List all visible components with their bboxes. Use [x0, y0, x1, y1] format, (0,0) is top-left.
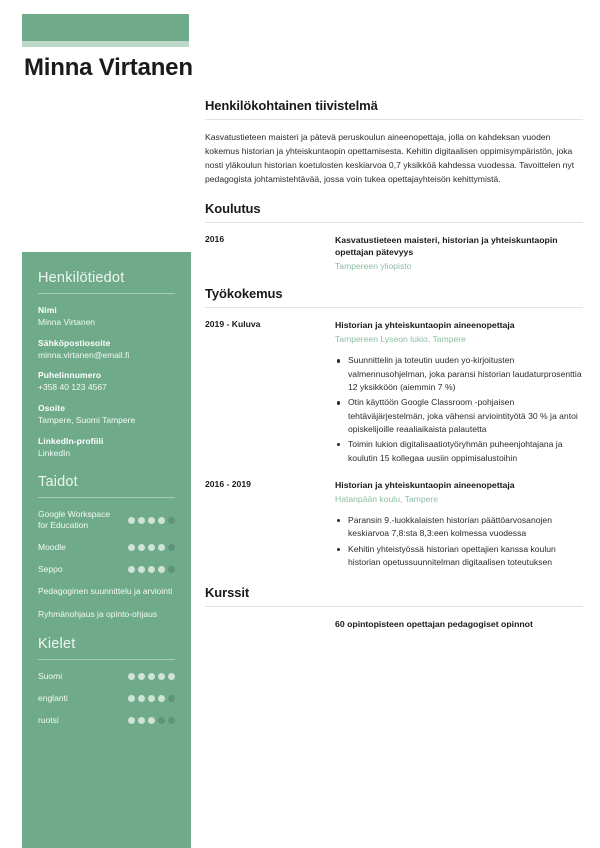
language-item: [38, 671, 175, 682]
personal-field-value: minna.virtanen@email.fi: [38, 349, 130, 360]
courses-title: Kurssit: [205, 585, 250, 601]
skill-item: [38, 509, 175, 531]
experience-title: Työkokemus: [205, 286, 283, 302]
rating-dot: [168, 695, 175, 702]
rating-dot: [168, 517, 175, 524]
entry-organization: Tampereen Lyseon lukio, Tampere: [335, 333, 466, 344]
header-accent-bar-light: [22, 41, 189, 47]
summary-divider: [205, 119, 583, 120]
rating-dot: [138, 695, 145, 702]
education-title: Koulutus: [205, 200, 261, 216]
entry-row: [205, 234, 583, 273]
language-item-rating: [128, 695, 175, 702]
sidebar-languages-divider: [38, 659, 175, 660]
rating-dot: [148, 566, 155, 573]
language-item-label: englanti: [38, 693, 68, 704]
personal-field-value: LinkedIn: [38, 447, 71, 458]
rating-dot: [128, 517, 135, 524]
skill-item-label: Seppo: [38, 564, 63, 575]
skill-item-rating: [128, 544, 175, 551]
section-summary: [205, 98, 583, 187]
rating-dot: [158, 695, 165, 702]
rating-dot: [168, 673, 175, 680]
sidebar: [22, 252, 191, 848]
experience-divider: [205, 307, 583, 308]
sidebar-section-personal: [38, 270, 175, 458]
rating-dot: [158, 717, 165, 724]
entry-bullet: Kehitin yhteistyössä historian opettajien kanssa koulun historian opetussuunnitelman digitaalisen toteutuksen: [335, 543, 583, 570]
rating-dot: [168, 566, 175, 573]
entry-body: [335, 234, 583, 273]
rating-dot: [128, 673, 135, 680]
entry-bullet-list: [335, 354, 583, 465]
skill-item: [38, 542, 175, 553]
skill-item-rating: [128, 517, 175, 524]
sidebar-languages-title: Kielet: [38, 636, 76, 653]
skill-item-rating: [128, 566, 175, 573]
personal-field: [38, 403, 175, 426]
personal-field-label: Osoite: [38, 402, 66, 413]
entry-bullet: Toimin lukion digitalisaatiotyöryhmän puheenjohtajana ja koulutin 15 kollegaa uusiin oppimisalustoihin: [335, 438, 583, 465]
personal-field-label: LinkedIn-profiili: [38, 435, 104, 446]
entry-body: [335, 479, 583, 571]
entry-bullet: Suunnittelin ja toteutin uuden yo-kirjoitusten valmennusohjelman, joka paransi historian laudaturprosenttia 12 yksikköön (aiemmin 7 %): [335, 354, 583, 394]
rating-dot: [138, 673, 145, 680]
sidebar-skills-title: Taidot: [38, 474, 78, 491]
rating-dot: [138, 566, 145, 573]
rating-dot: [128, 544, 135, 551]
rating-dot: [148, 717, 155, 724]
skill-item-label: Ryhmänohjaus ja opinto-ohjaus: [38, 608, 158, 619]
personal-field-label: Sähköpostiosoite: [38, 337, 111, 348]
rating-dot: [148, 673, 155, 680]
skill-item-label: Pedagoginen suunnittelu ja arviointi: [38, 586, 173, 597]
entry-row: [205, 479, 583, 571]
entry-title: Historian ja yhteiskuntaopin aineenopettaja: [335, 320, 515, 331]
skill-item-label: Google Workspace for Education: [38, 509, 111, 531]
entry-bullet: Otin käyttöön Google Classroom -pohjaisen tehtäväjärjestelmän, joka vähensi arviointityötä 30 % ja antoi opiskelijoille reaaliaikaista palautetta: [335, 396, 583, 436]
entry-organization: Hatanpään koulu, Tampere: [335, 493, 439, 504]
entry-body: [335, 319, 583, 467]
rating-dot: [148, 695, 155, 702]
header-accent-bar: [22, 14, 189, 41]
language-item-rating: [128, 717, 175, 724]
rating-dot: [158, 673, 165, 680]
entry-title: Historian ja yhteiskuntaopin aineenopettaja: [335, 479, 515, 490]
personal-field-value: +358 40 123 4567: [38, 382, 107, 393]
main-content: [205, 98, 583, 645]
entry-date: 2019 - Kuluva: [205, 319, 261, 330]
language-item: [38, 715, 175, 726]
personal-field: [38, 338, 175, 361]
sidebar-skills-divider: [38, 497, 175, 498]
sidebar-personal-title: Henkilötiedot: [38, 270, 125, 286]
courses-divider: [205, 606, 583, 607]
language-item-label: Suomi: [38, 671, 63, 682]
rating-dot: [128, 695, 135, 702]
rating-dot: [148, 544, 155, 551]
page-title: Minna Virtanen: [24, 54, 193, 81]
sidebar-personal-divider: [38, 293, 175, 294]
personal-field: [38, 305, 175, 328]
section-education: [205, 201, 583, 273]
language-item-rating: [128, 673, 175, 680]
education-divider: [205, 222, 583, 223]
section-courses: [205, 585, 583, 631]
course-title: 60 opintopisteen opettajan pedagogiset opinnot: [335, 619, 533, 630]
entry-organization: Tampereen yliopisto: [335, 260, 412, 271]
rating-dot: [138, 544, 145, 551]
language-item-label: ruotsi: [38, 715, 59, 726]
entry-date: 2016: [205, 233, 225, 244]
rating-dot: [168, 544, 175, 551]
rating-dot: [148, 517, 155, 524]
personal-field: [38, 436, 175, 459]
rating-dot: [138, 717, 145, 724]
rating-dot: [128, 717, 135, 724]
skill-item-label: Moodle: [38, 542, 66, 553]
rating-dot: [128, 566, 135, 573]
rating-dot: [138, 517, 145, 524]
summary-title: Henkilökohtainen tiivistelmä: [205, 98, 378, 113]
rating-dot: [158, 566, 165, 573]
entry-bullet: Paransin 9.-luokkalaisten historian päättöarvosanojen keskiarvoa 7,8:sta 8,3:een kolmessa vuodessa: [335, 514, 583, 541]
entry-date: 2016 - 2019: [205, 478, 251, 489]
rating-dot: [158, 544, 165, 551]
course-row: [205, 618, 583, 631]
sidebar-section-languages: [38, 636, 175, 726]
language-item: [38, 693, 175, 704]
entry-title: Kasvatustieteen maisteri, historian ja yhteiskuntaopin opettajan pätevyys: [335, 234, 558, 258]
section-experience: [205, 286, 583, 571]
personal-field-value: Minna Virtanen: [38, 317, 96, 327]
personal-field: [38, 370, 175, 393]
sidebar-section-skills: [38, 474, 175, 620]
skill-item: [38, 564, 175, 575]
entry-row: [205, 319, 583, 467]
entry-bullet-list: [335, 514, 583, 569]
personal-field-label: Nimi: [38, 305, 57, 315]
rating-dot: [158, 517, 165, 524]
rating-dot: [168, 717, 175, 724]
summary-text: Kasvatustieteen maisteri ja pätevä peruskoulun aineenopettaja, jolla on kahdeksan vuoden kokemus historian ja yhteiskuntaopin opettamisesta. Kehitin digitaalisen oppimisympäristön, joka nosti yläkoulun historian koetulosten keskiarvoa 0,7 yksikköä kahdessa vuodessa. Tavoittelen nyt pedagogista johtamistehtävää, jossa voin tukea opettajayhteisön kehittymistä.: [205, 132, 575, 184]
personal-field-label: Puhelinnumero: [38, 370, 102, 381]
personal-field-value: Tampere, Suomi Tampere: [38, 414, 136, 425]
